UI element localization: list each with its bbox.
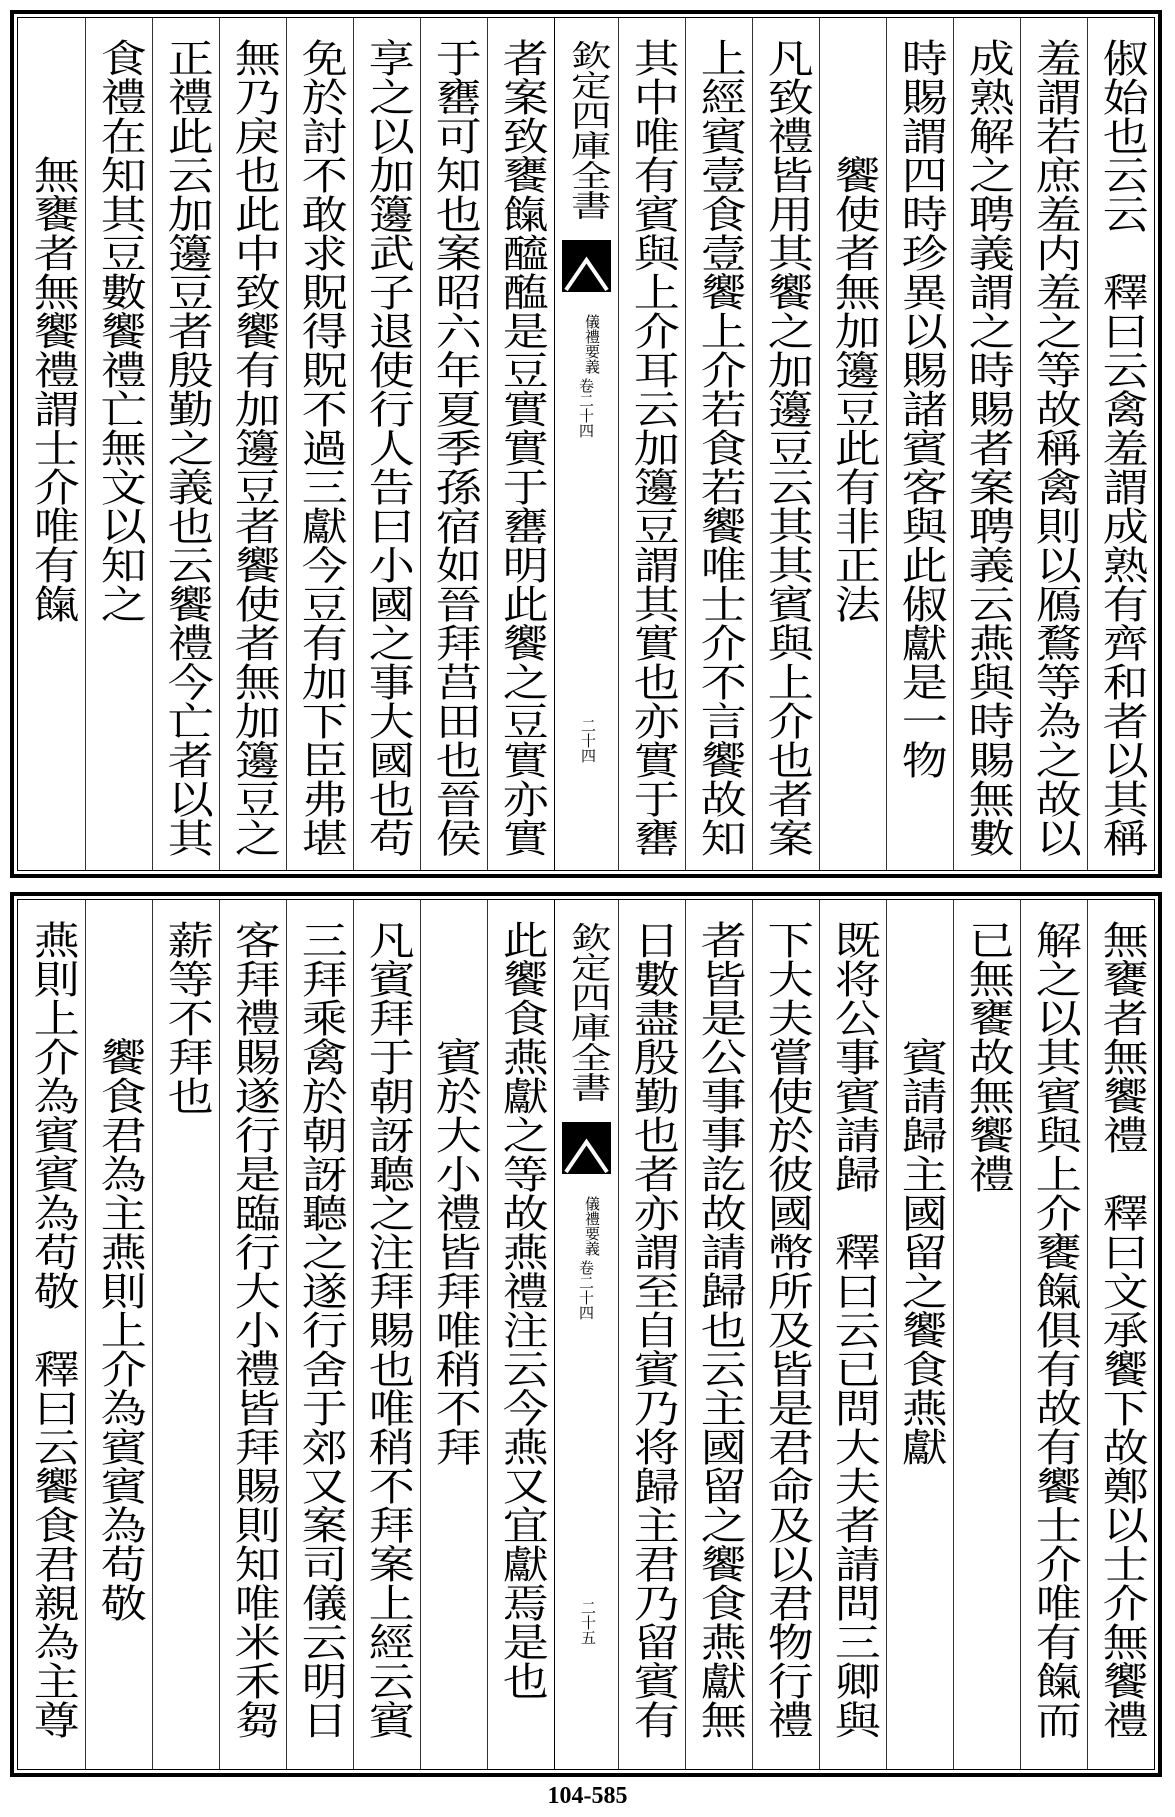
column-text: 享之以加籩武子退使行人告曰小國之事大國也苟 bbox=[361, 38, 415, 857]
column-text: 無乃戾也此中致饗有加籩豆者饗使者無加籩豆之 bbox=[227, 38, 281, 857]
text-column bbox=[752, 900, 819, 1769]
upper-page-panel bbox=[10, 10, 1162, 878]
text-column bbox=[1020, 18, 1087, 870]
text-column bbox=[685, 18, 752, 870]
column-text: 免於討不敢求貺得貺不過三獻今豆有加下臣弗堪 bbox=[294, 38, 348, 857]
column-text: 此饗食燕獻之等故燕禮注云今燕又宜獻焉是也 bbox=[495, 920, 549, 1700]
book-title: 儀禮要義 bbox=[583, 314, 601, 374]
column-text: 其中唯有賓與上介耳云加籩豆謂其實也亦實于罋 bbox=[626, 38, 680, 857]
collection-title: 欽定四庫全書 bbox=[562, 40, 611, 220]
column-text: 凡致禮皆用其饗之加籩豆云其其賓與上介也者案 bbox=[760, 38, 814, 857]
column-text: 于罋可知也案昭六年夏季孫宿如晉拜莒田也晉侯 bbox=[428, 38, 482, 857]
center-gutter bbox=[554, 900, 618, 1769]
column-text: 食禮在知其豆數饗禮亡無文以知之 bbox=[93, 38, 147, 623]
heading-text: 賓請歸主國留之饗食燕獻 bbox=[894, 1037, 948, 1466]
heading-column bbox=[819, 18, 886, 870]
text-column bbox=[219, 900, 286, 1769]
column-text: 凡賓拜于朝訝聽之注拜賜也唯稍不拜案上經云賓 bbox=[361, 920, 415, 1739]
lower-page-frame bbox=[17, 899, 1155, 1770]
heading-text: 饗食君為主燕則上介為賓賓為苟敬 bbox=[93, 1037, 147, 1622]
text-column bbox=[685, 900, 752, 1769]
text-column bbox=[420, 18, 487, 870]
column-text: 俶始也云云 釋曰云禽羞謂成熟有齊和者以其稱 bbox=[1095, 38, 1149, 857]
column-text: 薪等不拜也 bbox=[160, 920, 214, 1115]
center-gutter bbox=[554, 18, 618, 870]
column-text: 客拜禮賜遂行是臨行大小禮皆拜賜則知唯米禾芻 bbox=[227, 920, 281, 1739]
column-text: 下大夫嘗使於彼國幣所及皆是君命及以君物行禮 bbox=[760, 920, 814, 1739]
column-text: 上經賓壹食壹饗上介若食若饗唯士介不言饗故知 bbox=[693, 38, 747, 857]
heading-text: 饗使者無加籩豆此有非正法 bbox=[827, 155, 881, 623]
text-column bbox=[819, 900, 886, 1769]
text-column bbox=[286, 18, 353, 870]
column-text: 者皆是公事事訖故請歸也云主國留之饗食燕獻無 bbox=[693, 920, 747, 1739]
heading-column bbox=[420, 900, 487, 1769]
column-text: 已無饔故無饗禮 bbox=[961, 920, 1015, 1193]
heading-text: 無饔者無饗禮謂士介唯有餼 bbox=[26, 155, 80, 623]
heading-text: 賓於大小禮皆拜唯稍不拜 bbox=[428, 1037, 482, 1466]
text-column bbox=[1087, 900, 1154, 1769]
heading-column bbox=[18, 18, 85, 870]
text-column bbox=[18, 900, 85, 1769]
fishtail-icon bbox=[562, 1122, 611, 1174]
text-column bbox=[1087, 18, 1154, 870]
column-text: 時賜謂四時珍異以賜諸賓客與此俶獻是一物 bbox=[894, 38, 948, 779]
text-column bbox=[953, 18, 1020, 870]
text-column bbox=[152, 18, 219, 870]
volume-label: 卷二十四 bbox=[577, 1260, 595, 1320]
text-column bbox=[953, 900, 1020, 1769]
page-number: 104-585 bbox=[547, 1783, 628, 1809]
column-text: 成熟解之聘義謂之時賜者案聘義云燕與時賜無數 bbox=[961, 38, 1015, 857]
column-text: 羞謂若庶羞内羞之等故稱禽則以鴈鶩等為之故以 bbox=[1028, 38, 1082, 857]
column-text: 者案致饔餼醯醢是豆實實于罋明此饗之豆實亦實 bbox=[495, 38, 549, 857]
text-column bbox=[353, 900, 420, 1769]
text-column bbox=[487, 18, 554, 870]
column-text: 正禮此云加籩豆者殷勤之義也云饗禮今亡者以其 bbox=[160, 38, 214, 857]
text-column bbox=[353, 18, 420, 870]
folio-number: 二十五 bbox=[579, 1600, 597, 1645]
text-column bbox=[886, 18, 953, 870]
column-text: 既将公事賓請歸 釋曰云已問大夫者請問三卿與 bbox=[827, 920, 881, 1739]
fishtail-icon bbox=[562, 240, 611, 292]
collection-title: 欽定四庫全書 bbox=[562, 922, 611, 1102]
volume-label: 卷二十四 bbox=[577, 378, 595, 438]
text-column bbox=[85, 18, 152, 870]
heading-column bbox=[85, 900, 152, 1769]
text-column bbox=[752, 18, 819, 870]
column-text: 日數盡殷勤也者亦謂至自賓乃将歸主君乃留賓有 bbox=[626, 920, 680, 1739]
column-text: 燕則上介為賓賓為苟敬 釋曰云饗食君親為主尊 bbox=[26, 920, 80, 1739]
text-column bbox=[487, 900, 554, 1769]
column-text: 解之以其賓與上介饔餼俱有故有饗士介唯有餼而 bbox=[1028, 920, 1082, 1739]
folio-number: 二十四 bbox=[579, 718, 597, 763]
book-title: 儀禮要義 bbox=[583, 1196, 601, 1256]
text-column bbox=[219, 18, 286, 870]
text-column bbox=[286, 900, 353, 1769]
text-column bbox=[1020, 900, 1087, 1769]
upper-page-frame bbox=[17, 17, 1155, 871]
column-text: 無饔者無饗禮 釋曰文承饗下故鄭以士介無饗禮 bbox=[1095, 920, 1149, 1739]
lower-page-panel bbox=[10, 892, 1162, 1777]
column-text: 三拜乘禽於朝訝聽之遂行舍于郊又案司儀云明日 bbox=[294, 920, 348, 1739]
text-column bbox=[152, 900, 219, 1769]
heading-column bbox=[886, 900, 953, 1769]
